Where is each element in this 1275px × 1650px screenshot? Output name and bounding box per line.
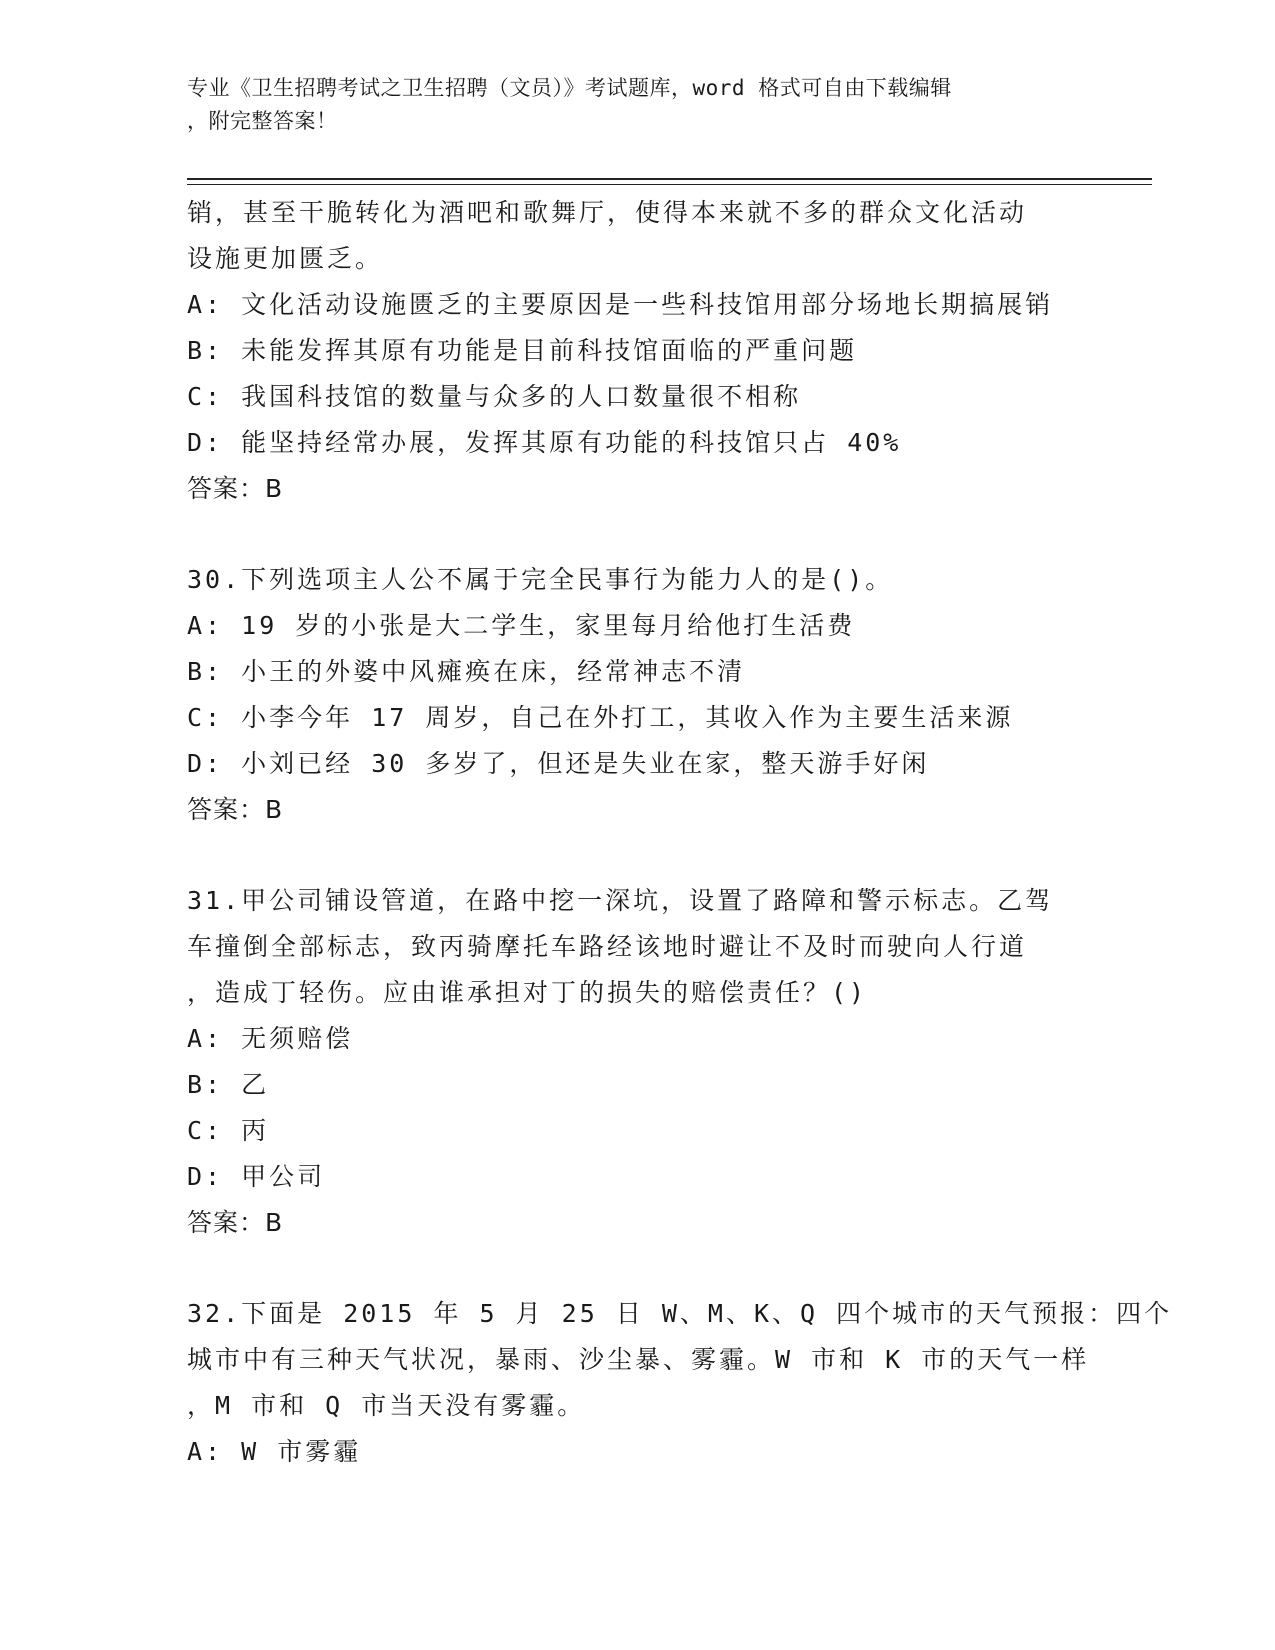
option-c: C: 我国科技馆的数量与众多的人口数量很不相称 xyxy=(187,382,802,411)
question-text-line: 31.甲公司铺设管道，在路中挖一深坑，设置了路障和警示标志。乙驾 xyxy=(187,886,1054,915)
answer-label: 答案：B xyxy=(187,474,284,503)
option-a: A: 19 岁的小张是大二学生，家里每月给他打生活费 xyxy=(187,611,856,640)
answer-label: 答案：B xyxy=(187,1208,284,1237)
document-header xyxy=(187,72,1087,138)
question-text-line: 销，甚至干脆转化为酒吧和歌舞厅，使得本来就不多的群众文化活动 xyxy=(187,198,1028,227)
option-b: B: 未能发挥其原有功能是目前科技馆面临的严重问题 xyxy=(187,336,858,365)
option-d: D: 小刘已经 30 多岁了，但还是失业在家，整天游手好闲 xyxy=(187,749,930,778)
question-text-line: 30.下列选项主人公不属于完全民事行为能力人的是()。 xyxy=(187,565,894,594)
question-text-line: ，造成丁轻伤。应由谁承担对丁的损失的赔偿责任？() xyxy=(187,978,868,1007)
option-b: B: 小王的外婆中风瘫痪在床，经常神志不清 xyxy=(187,657,746,686)
option-c: C: 丙 xyxy=(187,1116,270,1145)
header-line-2: ，附完整答案！ xyxy=(187,109,338,133)
question-continued xyxy=(187,190,1087,512)
question-30 xyxy=(187,557,1087,833)
question-text-line: 车撞倒全部标志，致丙骑摩托车路经该地时避让不及时而驶向人行道 xyxy=(187,932,1028,961)
question-31 xyxy=(187,878,1087,1246)
question-32 xyxy=(187,1291,1173,1475)
header-divider-thin xyxy=(187,184,1152,185)
option-d: D: 能坚持经常办展，发挥其原有功能的科技馆只占 40% xyxy=(187,428,902,457)
spacer xyxy=(187,512,1087,557)
option-d: D: 甲公司 xyxy=(187,1162,326,1191)
question-text-line: ，M 市和 Q 市当天没有雾霾。 xyxy=(187,1391,586,1420)
answer-label: 答案：B xyxy=(187,795,284,824)
option-a: A: W 市雾霾 xyxy=(187,1437,362,1466)
option-a: A: 文化活动设施匮乏的主要原因是一些科技馆用部分场地长期搞展销 xyxy=(187,290,1054,319)
spacer xyxy=(187,1246,1087,1291)
document-body xyxy=(187,190,1173,1475)
header-line-1: 专业《卫生招聘考试之卫生招聘（文员）》考试题库，word 格式可自由下载编辑 xyxy=(187,76,952,100)
question-text-line: 32.下面是 2015 年 5 月 25 日 W、M、K、Q 四个城市的天气预报：四个 xyxy=(187,1299,1173,1328)
option-b: B: 乙 xyxy=(187,1070,270,1099)
question-text-line: 城市中有三种天气状况，暴雨、沙尘暴、雾霾。W 市和 K 市的天气一样 xyxy=(187,1345,1090,1374)
header-divider-thick xyxy=(187,178,1152,180)
option-c: C: 小李今年 17 周岁，自己在外打工，其收入作为主要生活来源 xyxy=(187,703,1014,732)
spacer xyxy=(187,833,1087,878)
option-a: A: 无须赔偿 xyxy=(187,1024,354,1053)
question-text-line: 设施更加匮乏。 xyxy=(187,244,384,273)
